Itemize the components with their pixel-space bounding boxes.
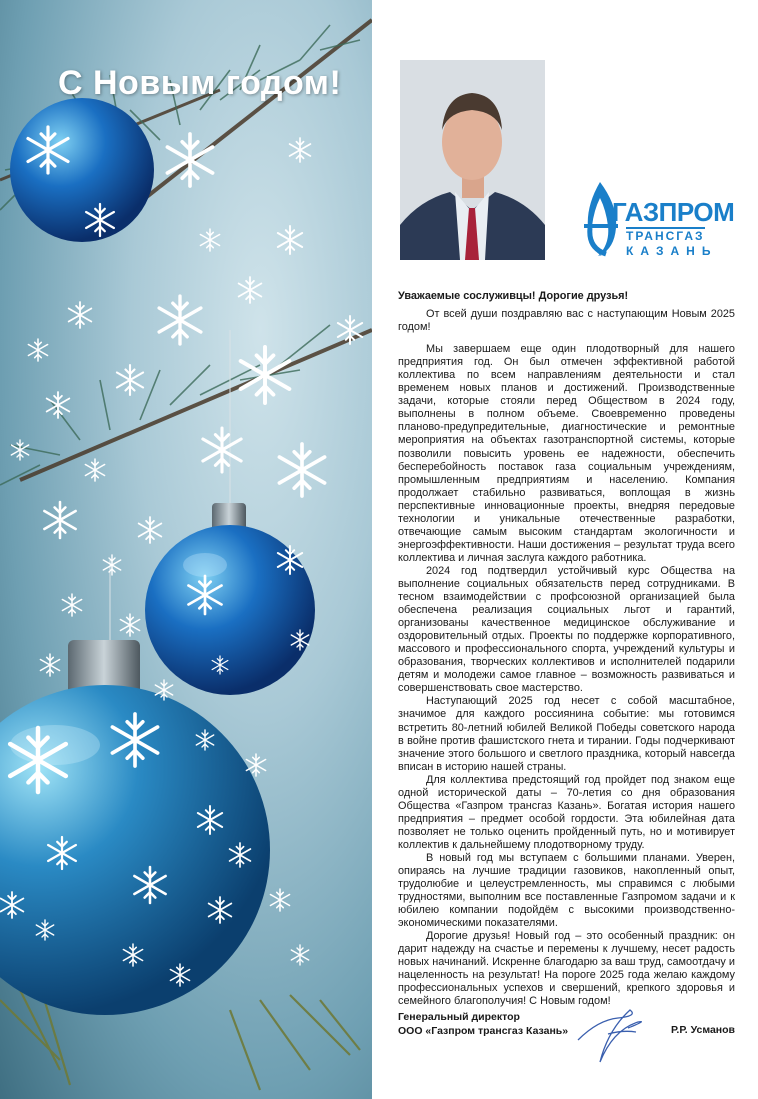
greeting-title: С Новым годом!	[58, 64, 342, 102]
portrait-image	[400, 60, 545, 260]
logo-line-1: ГАЗПРОМ	[612, 197, 735, 227]
holiday-illustration	[0, 0, 372, 1099]
letter-body	[398, 290, 735, 1009]
director-photo	[400, 60, 545, 260]
christmas-tree-scene	[0, 0, 372, 1099]
ornament-top	[10, 98, 154, 242]
letter-paragraph: От всей души поздравляю вас с наступающим Новым 2025 годом!	[398, 308, 735, 334]
letter-paragraph: Наступающий 2025 год несет с собой масштабное, значимое для каждого россиянина событие: мы готовимся встретить 80-летний юбилей Великой Победы советского народа в войне против фашистского гнета и тирании. Годы подчеркивают значение этого большого и светлого праздника, который навсегда вписан в историю нашей страны.	[398, 695, 735, 773]
letter-paragraph: Для коллектива предстоящий год пройдет под знаком еще одной исторической даты – 70-летия со дня образования Общества «Газпром трансгаз Казань». Богатая история нашего предприятия – предмет особой гордости. Эта юбилейная дата позволяет не только оценить пройденный путь, но и мотивирует коллектив к дальнейшему плодотворному труду.	[398, 773, 735, 851]
position-line-2: ООО «Газпром трансгаз Казань»	[398, 1025, 569, 1037]
letter-paragraph: 2024 год подтвердил устойчивый курс Общества на выполнение социальных обязательств перед сотрудниками. В тесном взаимодействии с профсоюзной организацией была обеспечена реализация социальных льгот и гарантий, организованы качественное медицинское обслуживание и оздоровительный отдых. Проекты по поддержке корпоративного, массового и профессионального спорта, учреждений культуры и образования, творческих коллективов и исполнителей подарили детям и молодежи самое главное – возможность развиваться и совершенствовать свое мастерство.	[398, 564, 735, 695]
letter-paragraph: Мы завершаем еще один плодотворный для нашего предприятия год. Он был отмечен эффективной работой коллектива по всем направлениям деятельности и стал временем новых планов и достижений. Производственные задачи, которые стояли перед Обществом в 2024 году, выполнены в полном объеме. Своевременно проведены планово-предупредительные, диагностические и ремонтные мероприятия на объектах газотранспортной системы, которые позволили повысить уровень ее надежности, обеспечить бесперебойность поставок газа социальным учреждениям, промышленным предприятиям и населению. Компания продолжает стабильно развиваться, воплощая в жизнь перспективные инновационные проекты, внедряя передовые технологии и уникальные отечественные разработки, отвечающие самым высоким стандартам экологичности и энергоэффективности. Наши достижения – результат труда всего коллектива и личная заслуга каждого работника.	[398, 343, 735, 564]
handwritten-signature	[568, 1000, 658, 1070]
letter-salutation: Уважаемые сослуживцы! Дорогие друзья!	[398, 290, 629, 302]
letter-paragraph: В новый год мы вступаем с большими планами. Уверен, опираясь на лучшие традиции газовиков, накопленный опыт, трудолюбие и целеустремленность, мы справимся с любыми трудностями, выполним все поставленные Газпромом задачи и к юбилею компании подойдём с высокими производственно-экономическими показателями.	[398, 851, 735, 930]
position-line-1: Генеральный директор	[398, 1011, 520, 1023]
gazprom-logo	[578, 180, 738, 260]
logo-line-2: ТРАНСГАЗ	[626, 229, 705, 243]
logo-line-3: КАЗАНЬ	[626, 244, 718, 258]
signatory-name: Р.Р. Усманов	[671, 1024, 735, 1036]
letter-paragraph: Дорогие друзья! Новый год – это особенный праздник: он дарит надежду на счастье и перемены к лучшему, несет радость новых начинаний. Искренне благодарю за ваш труд, самоотдачу и нацеленность на результат! На пороге 2025 года желаю каждому профессиональных успехов и свершений, крепкого здоровья и семейного благополучия! С Новым годом!	[398, 930, 735, 1008]
signatory-position	[398, 1010, 568, 1038]
signature-block	[398, 1010, 735, 1070]
